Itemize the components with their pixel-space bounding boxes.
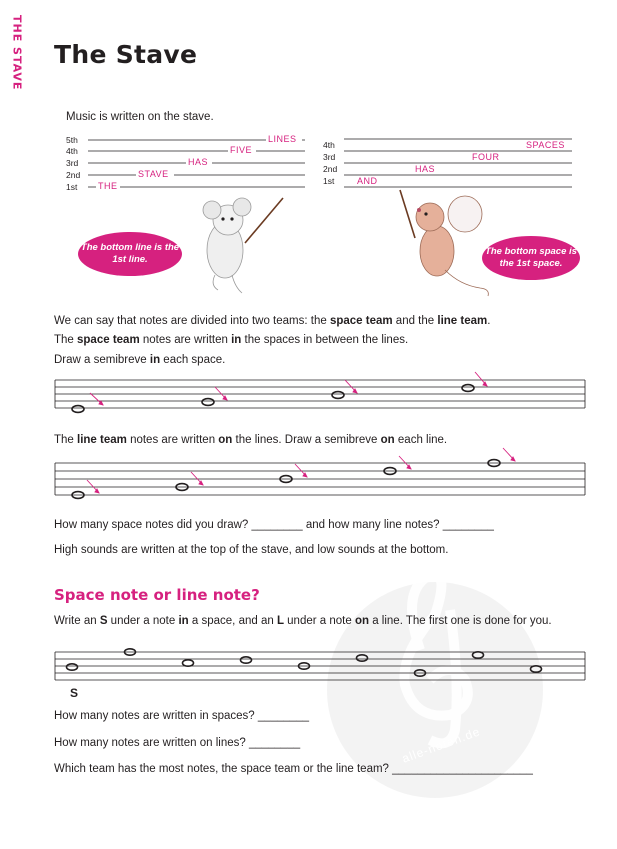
- lines-word-stave: STAVE: [138, 169, 169, 179]
- lines-row-label-5: 5th: [66, 135, 78, 145]
- lines-row-label-1: 1st: [66, 182, 78, 192]
- lines-word-lines: LINES: [268, 134, 297, 144]
- spaces-word-and: AND: [357, 176, 378, 186]
- space-instruction: Draw a semibreve in each space.: [54, 354, 226, 366]
- lines-speech-bubble: The bottom line is the 1st line.: [78, 232, 182, 276]
- spaces-word-has: HAS: [415, 164, 436, 174]
- spaces-row-label-2: 2nd: [323, 164, 338, 174]
- spaces-row-label-1: 1st: [323, 176, 335, 186]
- lines-row-label-4: 4th: [66, 146, 78, 156]
- question-team-most: Which team has the most notes, the space team or the line team? ______________________: [54, 763, 533, 775]
- spaces-word-spaces: SPACES: [526, 140, 565, 150]
- side-tab-label: THE STAVE: [10, 15, 24, 91]
- lines-row-label-2: 2nd: [66, 170, 81, 180]
- teams-paragraph-1: We can say that notes are divided into two teams: the space team and the line team.: [54, 315, 491, 327]
- spaces-word-four: FOUR: [472, 152, 500, 162]
- lines-word-the: THE: [98, 181, 118, 191]
- lines-row-label-3: 3rd: [66, 158, 79, 168]
- question-lines: How many notes are written on lines? ________: [54, 737, 301, 749]
- question-spaces: How many notes are written in spaces? ________: [54, 710, 310, 722]
- teams-paragraph-2: The space team notes are written in the spaces in between the lines.: [54, 334, 409, 346]
- section-instruction: Write an S under a note in a space, and an L under a note on a line. The first one is done for you.: [54, 615, 552, 627]
- watermark-text: alle-noten.de: [400, 724, 483, 766]
- page-title: The Stave: [54, 40, 198, 69]
- spaces-speech-bubble: The bottom space is the 1st space.: [482, 236, 580, 280]
- first-answer: S: [70, 686, 79, 700]
- section-title: Space note or line note?: [54, 586, 260, 604]
- high-low-sounds-text: High sounds are written at the top of the stave, and low sounds at the bottom.: [54, 544, 449, 556]
- lines-word-five: FIVE: [230, 145, 253, 155]
- spaces-row-label-3: 3rd: [323, 152, 336, 162]
- line-instruction: The line team notes are written on the lines. Draw a semibreve on each line.: [54, 434, 448, 446]
- lines-word-has: HAS: [188, 157, 209, 167]
- question-count-notes: How many space notes did you draw? ________ and how many line notes? ________: [54, 519, 494, 531]
- spaces-row-label-4: 4th: [323, 140, 335, 150]
- intro-text: Music is written on the stave.: [66, 111, 214, 123]
